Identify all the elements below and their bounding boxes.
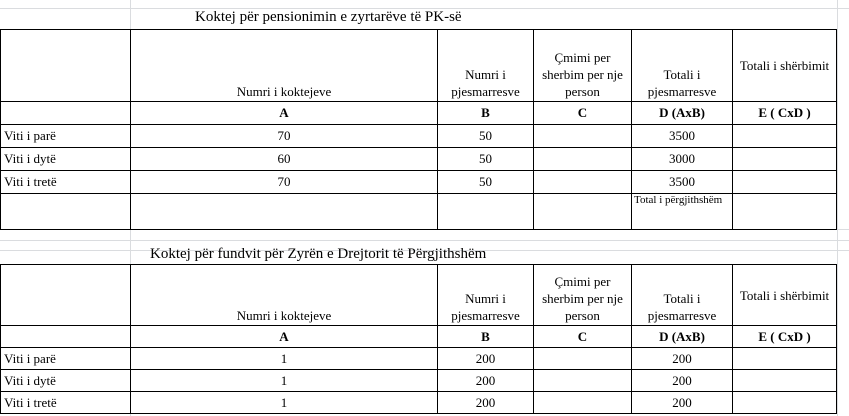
cell-b[interactable]: 200 (438, 392, 534, 414)
sheet-gridline (0, 240, 849, 241)
table-row (1, 370, 837, 392)
cell-e[interactable] (733, 370, 837, 392)
letter-e[interactable]: E ( CxD ) (733, 326, 837, 348)
cell-c[interactable] (534, 370, 632, 392)
cell-d[interactable]: 200 (632, 348, 733, 370)
letter-d[interactable]: D (AxB) (632, 326, 733, 348)
total-blank-cell[interactable] (534, 194, 632, 230)
header-b[interactable]: Numri i pjesmarresve (438, 30, 534, 102)
cell-e[interactable] (733, 171, 837, 194)
table1 (0, 29, 837, 230)
header-c[interactable]: Çmimi per sherbim per nje person (534, 265, 632, 326)
cell-b[interactable]: 50 (438, 148, 534, 171)
letter-e[interactable]: E ( CxD ) (733, 102, 837, 125)
letter-a[interactable]: A (131, 326, 438, 348)
header-blank-cell[interactable] (1, 265, 131, 326)
cell-a[interactable]: 1 (131, 392, 438, 414)
table1-letter-row (1, 102, 837, 125)
row-label[interactable]: Viti i parë (1, 125, 131, 148)
header-e[interactable]: Totali i shërbimit (733, 265, 837, 326)
table-row (1, 148, 837, 171)
cell-b[interactable]: 50 (438, 171, 534, 194)
cell-a[interactable]: 60 (131, 148, 438, 171)
cell-c[interactable] (534, 348, 632, 370)
table2-title: Koktej për fundvit për Zyrën e Drejtorit të Përgjithshëm (150, 246, 487, 262)
cell-e[interactable] (733, 392, 837, 414)
total-blank-cell[interactable] (438, 194, 534, 230)
header-blank-cell[interactable] (1, 30, 131, 102)
header-d[interactable]: Totali i pjesmarresve (632, 265, 733, 326)
cell-c[interactable] (534, 148, 632, 171)
table2-header-row (1, 265, 837, 326)
cell-d[interactable]: 200 (632, 370, 733, 392)
letter-a[interactable]: A (131, 102, 438, 125)
letter-c[interactable]: C (534, 326, 632, 348)
cell-b[interactable]: 200 (438, 348, 534, 370)
total-value-cell[interactable] (733, 194, 837, 230)
sheet-gridline (837, 0, 838, 416)
cell-c[interactable] (534, 125, 632, 148)
total-blank-cell[interactable] (1, 194, 131, 230)
table-row (1, 392, 837, 414)
cell-c[interactable] (534, 171, 632, 194)
cell-a[interactable]: 1 (131, 370, 438, 392)
cell-a[interactable]: 70 (131, 171, 438, 194)
cell-d[interactable]: 3500 (632, 125, 733, 148)
cell-e[interactable] (733, 125, 837, 148)
total-blank-cell[interactable] (131, 194, 438, 230)
row-label[interactable]: Viti i tretë (1, 392, 131, 414)
table1-title: Koktej për pensionimin e zyrtarëve të PK-së (195, 9, 462, 25)
letter-d[interactable]: D (AxB) (632, 102, 733, 125)
table-row (1, 171, 837, 194)
cell-e[interactable] (733, 148, 837, 171)
row-label[interactable]: Viti i parë (1, 348, 131, 370)
table-row (1, 348, 837, 370)
table1-header-row (1, 30, 837, 102)
letter-c[interactable]: C (534, 102, 632, 125)
cell-a[interactable]: 1 (131, 348, 438, 370)
letter-blank-cell[interactable] (1, 326, 131, 348)
letter-b[interactable]: B (438, 102, 534, 125)
header-e[interactable]: Totali i shërbimit (733, 30, 837, 102)
header-a[interactable]: Numri i koktejeve (131, 265, 438, 326)
cell-d[interactable]: 3000 (632, 148, 733, 171)
header-d[interactable]: Totali i pjesmarresve (632, 30, 733, 102)
letter-b[interactable]: B (438, 326, 534, 348)
cell-e[interactable] (733, 348, 837, 370)
cell-d[interactable]: 200 (632, 392, 733, 414)
table1-total-row (1, 194, 837, 230)
header-c[interactable]: Çmimi per sherbim per nje person (534, 30, 632, 102)
header-a[interactable]: Numri i koktejeve (131, 30, 438, 102)
cell-d[interactable]: 3500 (632, 171, 733, 194)
total-label[interactable]: Total i përgjithshëm (632, 194, 733, 230)
row-label[interactable]: Viti i dytë (1, 370, 131, 392)
cell-b[interactable]: 200 (438, 370, 534, 392)
table2-letter-row (1, 326, 837, 348)
letter-blank-cell[interactable] (1, 102, 131, 125)
table2 (0, 264, 837, 414)
cell-a[interactable]: 70 (131, 125, 438, 148)
cell-c[interactable] (534, 392, 632, 414)
header-b[interactable]: Numri i pjesmarresve (438, 265, 534, 326)
row-label[interactable]: Viti i dytë (1, 148, 131, 171)
cell-b[interactable]: 50 (438, 125, 534, 148)
row-label[interactable]: Viti i tretë (1, 171, 131, 194)
table-row (1, 125, 837, 148)
